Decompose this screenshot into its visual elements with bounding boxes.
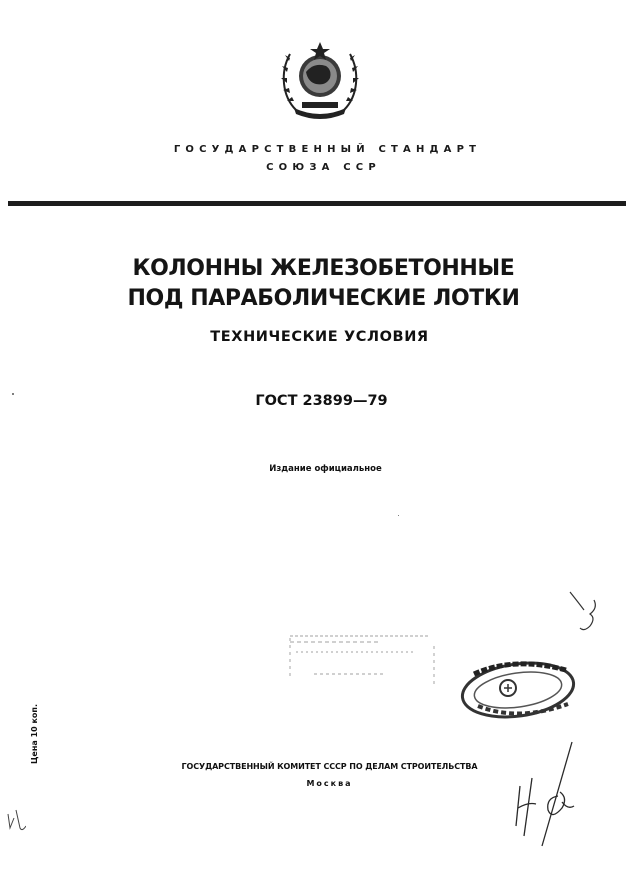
header-rule bbox=[8, 201, 626, 206]
speck bbox=[398, 515, 399, 516]
document-subtitle: ТЕХНИЧЕСКИЕ УСЛОВИЯ bbox=[210, 329, 429, 345]
state-emblem-icon bbox=[276, 32, 364, 124]
document-title-line-2: ПОД ПАРАБОЛИЧЕСКИЕ ЛОТКИ bbox=[127, 286, 520, 311]
faint-stamp-mark bbox=[284, 626, 442, 694]
publication-city: Москва bbox=[306, 779, 353, 788]
check-mark bbox=[568, 588, 604, 640]
handwritten-annotation bbox=[510, 738, 580, 848]
price-label: Цена 10 коп. bbox=[30, 704, 39, 764]
document-title-line-1: КОЛОННЫ ЖЕЛЕЗОБЕТОННЫЕ bbox=[132, 256, 515, 281]
corner-pencil-mark bbox=[4, 806, 26, 834]
edition-label: Издание официальное bbox=[269, 464, 382, 474]
org-line-2: СОЮЗА ССР bbox=[266, 162, 381, 173]
speck bbox=[12, 393, 14, 395]
library-stamp-icon bbox=[458, 656, 584, 722]
org-line-1: ГОСУДАРСТВЕННЫЙ СТАНДАРТ bbox=[173, 144, 482, 155]
standard-code: ГОСТ 23899—79 bbox=[255, 393, 388, 409]
publisher-label: ГОСУДАРСТВЕННЫЙ КОМИТЕТ СССР ПО ДЕЛАМ СТРОИТЕЛЬСТВА bbox=[181, 762, 478, 771]
